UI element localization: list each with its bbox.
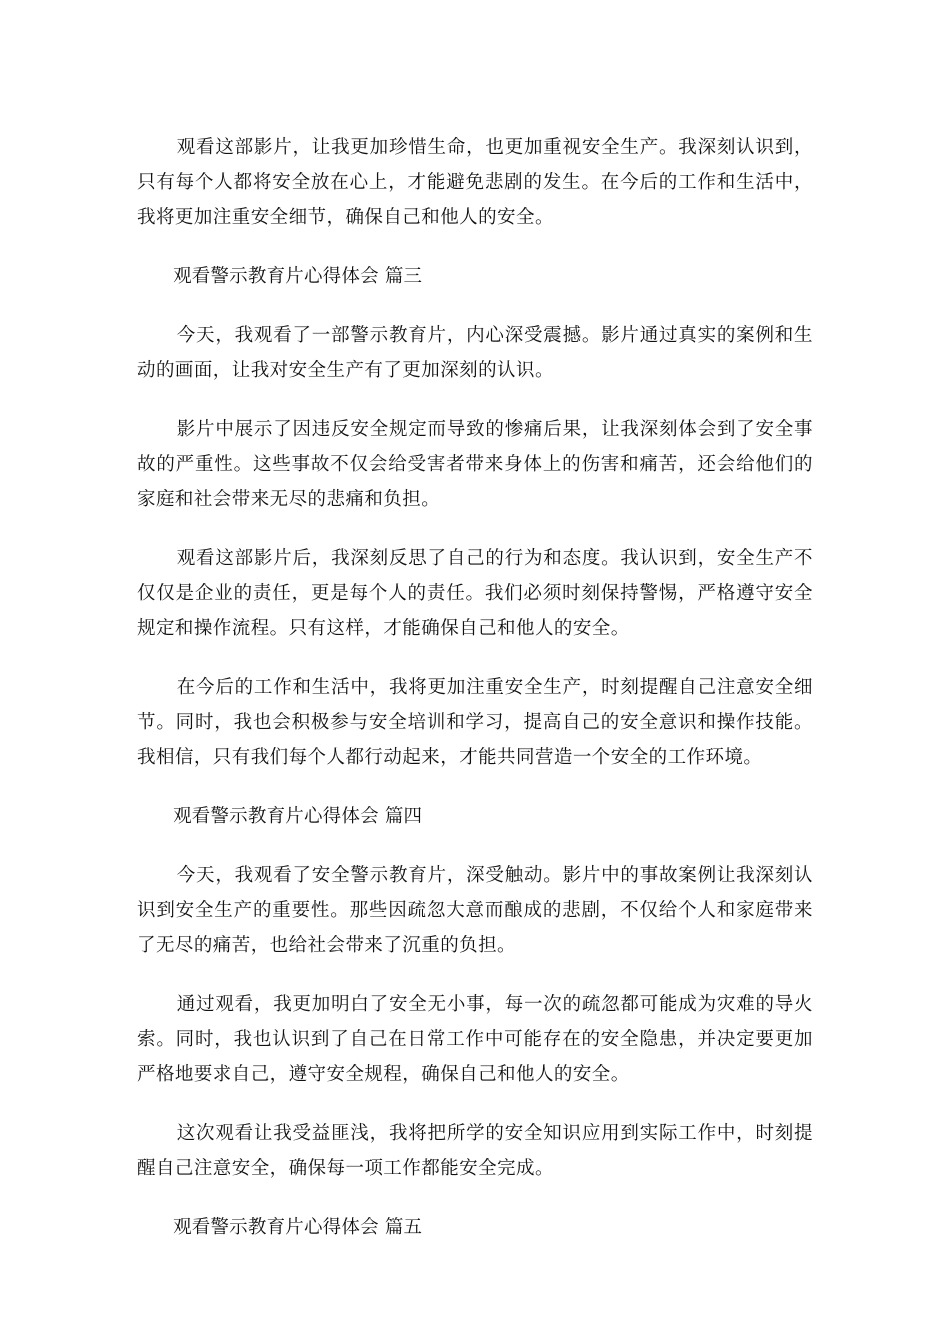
paragraph-5: 在今后的工作和生活中，我将更加注重安全生产，时刻提醒自己注意安全细节。同时，我也会积极参与安全培训和学习，提高自己的安全意识和操作技能。我相信，只有我们每个人都行动起来，才能共同营造一个安全的工作环境。 <box>137 677 813 768</box>
paragraph-3: 影片中展示了因违反安全规定而导致的惨痛后果，让我深刻体会到了安全事故的严重性。这些事故不仅会给受害者带来身体上的伤害和痛苦，还会给他们的家庭和社会带来无尽的悲痛和负担。 <box>137 419 813 510</box>
section-heading-part-3: 观看警示教育片心得体会 篇三 <box>173 266 423 287</box>
document-body <box>137 130 813 1269</box>
paragraph-2: 今天，我观看了一部警示教育片，内心深受震撼。影片通过真实的案例和生动的画面，让我对安全生产有了更加深刻的认识。 <box>137 325 813 381</box>
paragraph-1: 观看这部影片，让我更加珍惜生命，也更加重视安全生产。我深刻认识到，只有每个人都将安全放在心上，才能避免悲剧的发生。在今后的工作和生活中，我将更加注重安全细节，确保自己和他人的安全。 <box>137 137 813 228</box>
section-heading-part-4: 观看警示教育片心得体会 篇四 <box>173 806 423 827</box>
paragraph-4: 观看这部影片后，我深刻反思了自己的行为和态度。我认识到，安全生产不仅仅是企业的责任，更是每个人的责任。我们必须时刻保持警惕，严格遵守安全规定和操作流程。只有这样，才能确保自己和他人的安全。 <box>137 548 813 639</box>
paragraph-7: 通过观看，我更加明白了安全无小事，每一次的疏忽都可能成为灾难的导火索。同时，我也认识到了自己在日常工作中可能存在的安全隐患，并决定要更加严格地要求自己，遵守安全规程，确保自己和他人的安全。 <box>137 994 813 1085</box>
paragraph-8: 这次观看让我受益匪浅，我将把所学的安全知识应用到实际工作中，时刻提醒自己注意安全，确保每一项工作都能安全完成。 <box>137 1123 813 1179</box>
paragraph-6: 今天，我观看了安全警示教育片，深受触动。影片中的事故案例让我深刻认识到安全生产的重要性。那些因疏忽大意而酿成的悲剧，不仅给个人和家庭带来了无尽的痛苦，也给社会带来了沉重的负担。 <box>137 865 813 956</box>
section-heading-part-5: 观看警示教育片心得体会 篇五 <box>173 1217 423 1238</box>
